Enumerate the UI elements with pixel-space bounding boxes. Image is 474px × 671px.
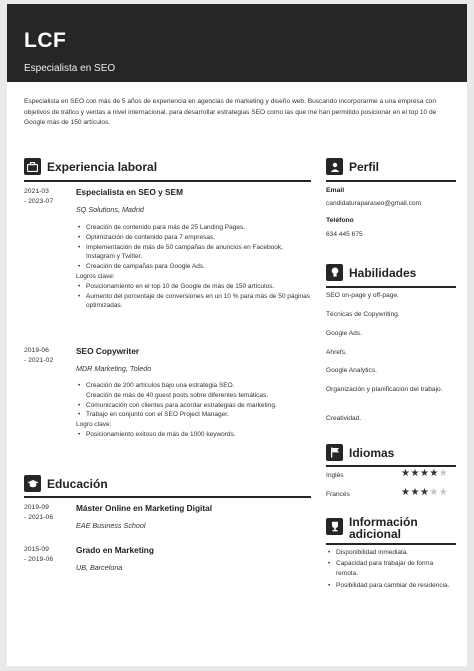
list-item: • Capacidad para trabajar de forma remota.: [326, 559, 456, 579]
trophy-icon: [326, 518, 343, 535]
section-title-additional-line1: Información: [349, 515, 418, 529]
section-title-education: [24, 475, 108, 492]
list-item: Creación de más de 40 guest posts sobre diferentes temáticas.: [86, 391, 269, 399]
achievements-label: Logros clave:: [76, 272, 115, 280]
job-title: SEO Copywriter: [76, 346, 140, 356]
section-title-additional-line2: adicional: [349, 527, 402, 541]
phone-value: 634 445 675: [326, 231, 363, 238]
section-rule-experience: [24, 180, 311, 182]
section-rule-skills: [326, 286, 456, 288]
list-item: Google Analytics.: [326, 367, 377, 374]
resume-page: [7, 4, 467, 666]
candidate-name: LCF: [24, 29, 67, 52]
achievements-label: Logro clave:: [76, 421, 112, 429]
education-title: Grado en Marketing: [76, 545, 154, 555]
education-date-end: - 2019-06: [24, 556, 54, 563]
section-title-experience-label: Experiencia laboral: [47, 159, 158, 174]
section-title-experience: [24, 158, 157, 175]
phone-label: Teléfono: [326, 217, 354, 224]
section-rule-education: [24, 496, 311, 498]
job-date: [24, 346, 53, 366]
star-empty-icon: ★: [438, 468, 449, 479]
list-item: • Creación de 200 artículos bajo una estrategia SEO.: [76, 381, 311, 391]
section-title-skills: [326, 264, 416, 281]
graduation-cap-icon: [24, 475, 41, 492]
section-title-skills-label: Habilidades: [349, 265, 417, 280]
list-item: Ahrefs.: [326, 349, 347, 356]
education-date-start: 2015-09: [24, 546, 49, 553]
list-item: • Trabajo en conjunto con el SEO Project Manager.: [76, 410, 311, 420]
job-company: MDR Marketing, Toledo: [76, 364, 152, 373]
list-item: • Creación de campañas para Google Ads.: [76, 262, 311, 272]
email-value: candidaturaparaseo@gmail.com: [326, 200, 422, 207]
list-item: Google Ads.: [326, 330, 362, 337]
list-item: • Posicionamiento exitoso de más de 1000 keywords.: [76, 430, 311, 440]
list-item: • Posicionamiento en el top 10 de Google de más de 150 artículos.: [76, 282, 311, 292]
section-rule-additional: [326, 543, 456, 545]
language-name: Francés: [326, 491, 350, 498]
education-school: EAE Business School: [76, 521, 146, 530]
section-title-additional-label: [349, 516, 418, 540]
star-filled-icon: ★: [401, 487, 411, 498]
flag-icon: [326, 444, 343, 461]
job-title: Especialista en SEO y SEM: [76, 187, 183, 197]
star-filled-icon: ★: [429, 468, 439, 479]
list-item: • Optimización de contenido para 7 empresas.: [76, 233, 311, 243]
education-school: UB, Barcelona: [76, 563, 123, 572]
job-date: [24, 187, 53, 207]
bulb-icon: [326, 264, 343, 281]
star-filled-icon: ★: [401, 468, 411, 479]
list-item: • Posibilidad para cambiar de residencia.: [326, 581, 456, 591]
list-item: Organización y planificación del trabajo.: [326, 386, 443, 393]
education-title: Máster Online en Marketing Digital: [76, 503, 213, 513]
email-label: Email: [326, 187, 345, 194]
language-rating: [401, 469, 448, 479]
job-bullets: [76, 223, 311, 311]
list-item: • Creación de contenido para más de 25 Landing Pages.: [76, 223, 311, 233]
section-title-profile-label: Perfil: [349, 159, 380, 174]
star-filled-icon: ★: [410, 468, 420, 479]
star-empty-icon: ★: [429, 487, 439, 498]
job-date-end: - 2021-02: [24, 357, 54, 364]
star-filled-icon: ★: [419, 468, 430, 479]
section-rule-profile: [326, 180, 456, 182]
section-title-education-label: Educación: [47, 476, 108, 491]
language-name: Inglés: [326, 472, 344, 479]
additional-list: [326, 548, 456, 592]
person-icon: [326, 158, 343, 175]
list-item: • Disponibilidad inmediata.: [326, 548, 456, 558]
section-title-profile: [326, 158, 379, 175]
star-filled-icon: ★: [410, 487, 420, 498]
list-item: Creatividad.: [326, 415, 362, 422]
section-title-additional: [326, 516, 418, 540]
job-company: SQ Solutions, Madrid: [76, 205, 144, 214]
job-date-start: 2021-03: [24, 188, 49, 195]
section-title-languages-label: Idiomas: [349, 445, 395, 460]
header-bar: [7, 4, 467, 82]
list-item: SEO on-page y off-page.: [326, 292, 399, 299]
briefcase-icon: [24, 158, 41, 175]
job-date-start: 2019-06: [24, 347, 49, 354]
professional-summary: Especialista en SEO con más de 5 años de experiencia en agencias de marketing y diseño web. Buscando incorporarme a una empresa con objetivos de tráfico y ventas a nivel internacional, para desarrollar estrategias SEO como las que me han permitido posicionar en el top 10 de Google más de 150 artículos.: [24, 98, 437, 127]
job-bullets: [76, 381, 311, 440]
education-date-end: - 2021-06: [24, 514, 54, 521]
education-date: [24, 503, 53, 523]
star-empty-icon: ★: [438, 487, 449, 498]
language-rating: [401, 488, 448, 498]
list-item: • Implementación de más de 50 campañas de anuncios en Facebook, Instagram y Twitter.: [76, 243, 311, 263]
list-item: • Aumento del porcentaje de conversiones en un 10 % para más de 50 páginas optimizadas.: [76, 292, 311, 312]
list-item: Técnicas de Copywriting.: [326, 311, 400, 318]
education-date: [24, 545, 53, 565]
education-date-start: 2019-09: [24, 504, 49, 511]
candidate-role: Especialista en SEO: [24, 63, 116, 74]
job-date-end: - 2023-07: [24, 198, 54, 205]
section-rule-languages: [326, 465, 456, 467]
list-item: • Comunicación con clientes para acordar estrategias de marketing.: [76, 401, 311, 411]
section-title-languages: [326, 444, 394, 461]
star-filled-icon: ★: [419, 487, 430, 498]
